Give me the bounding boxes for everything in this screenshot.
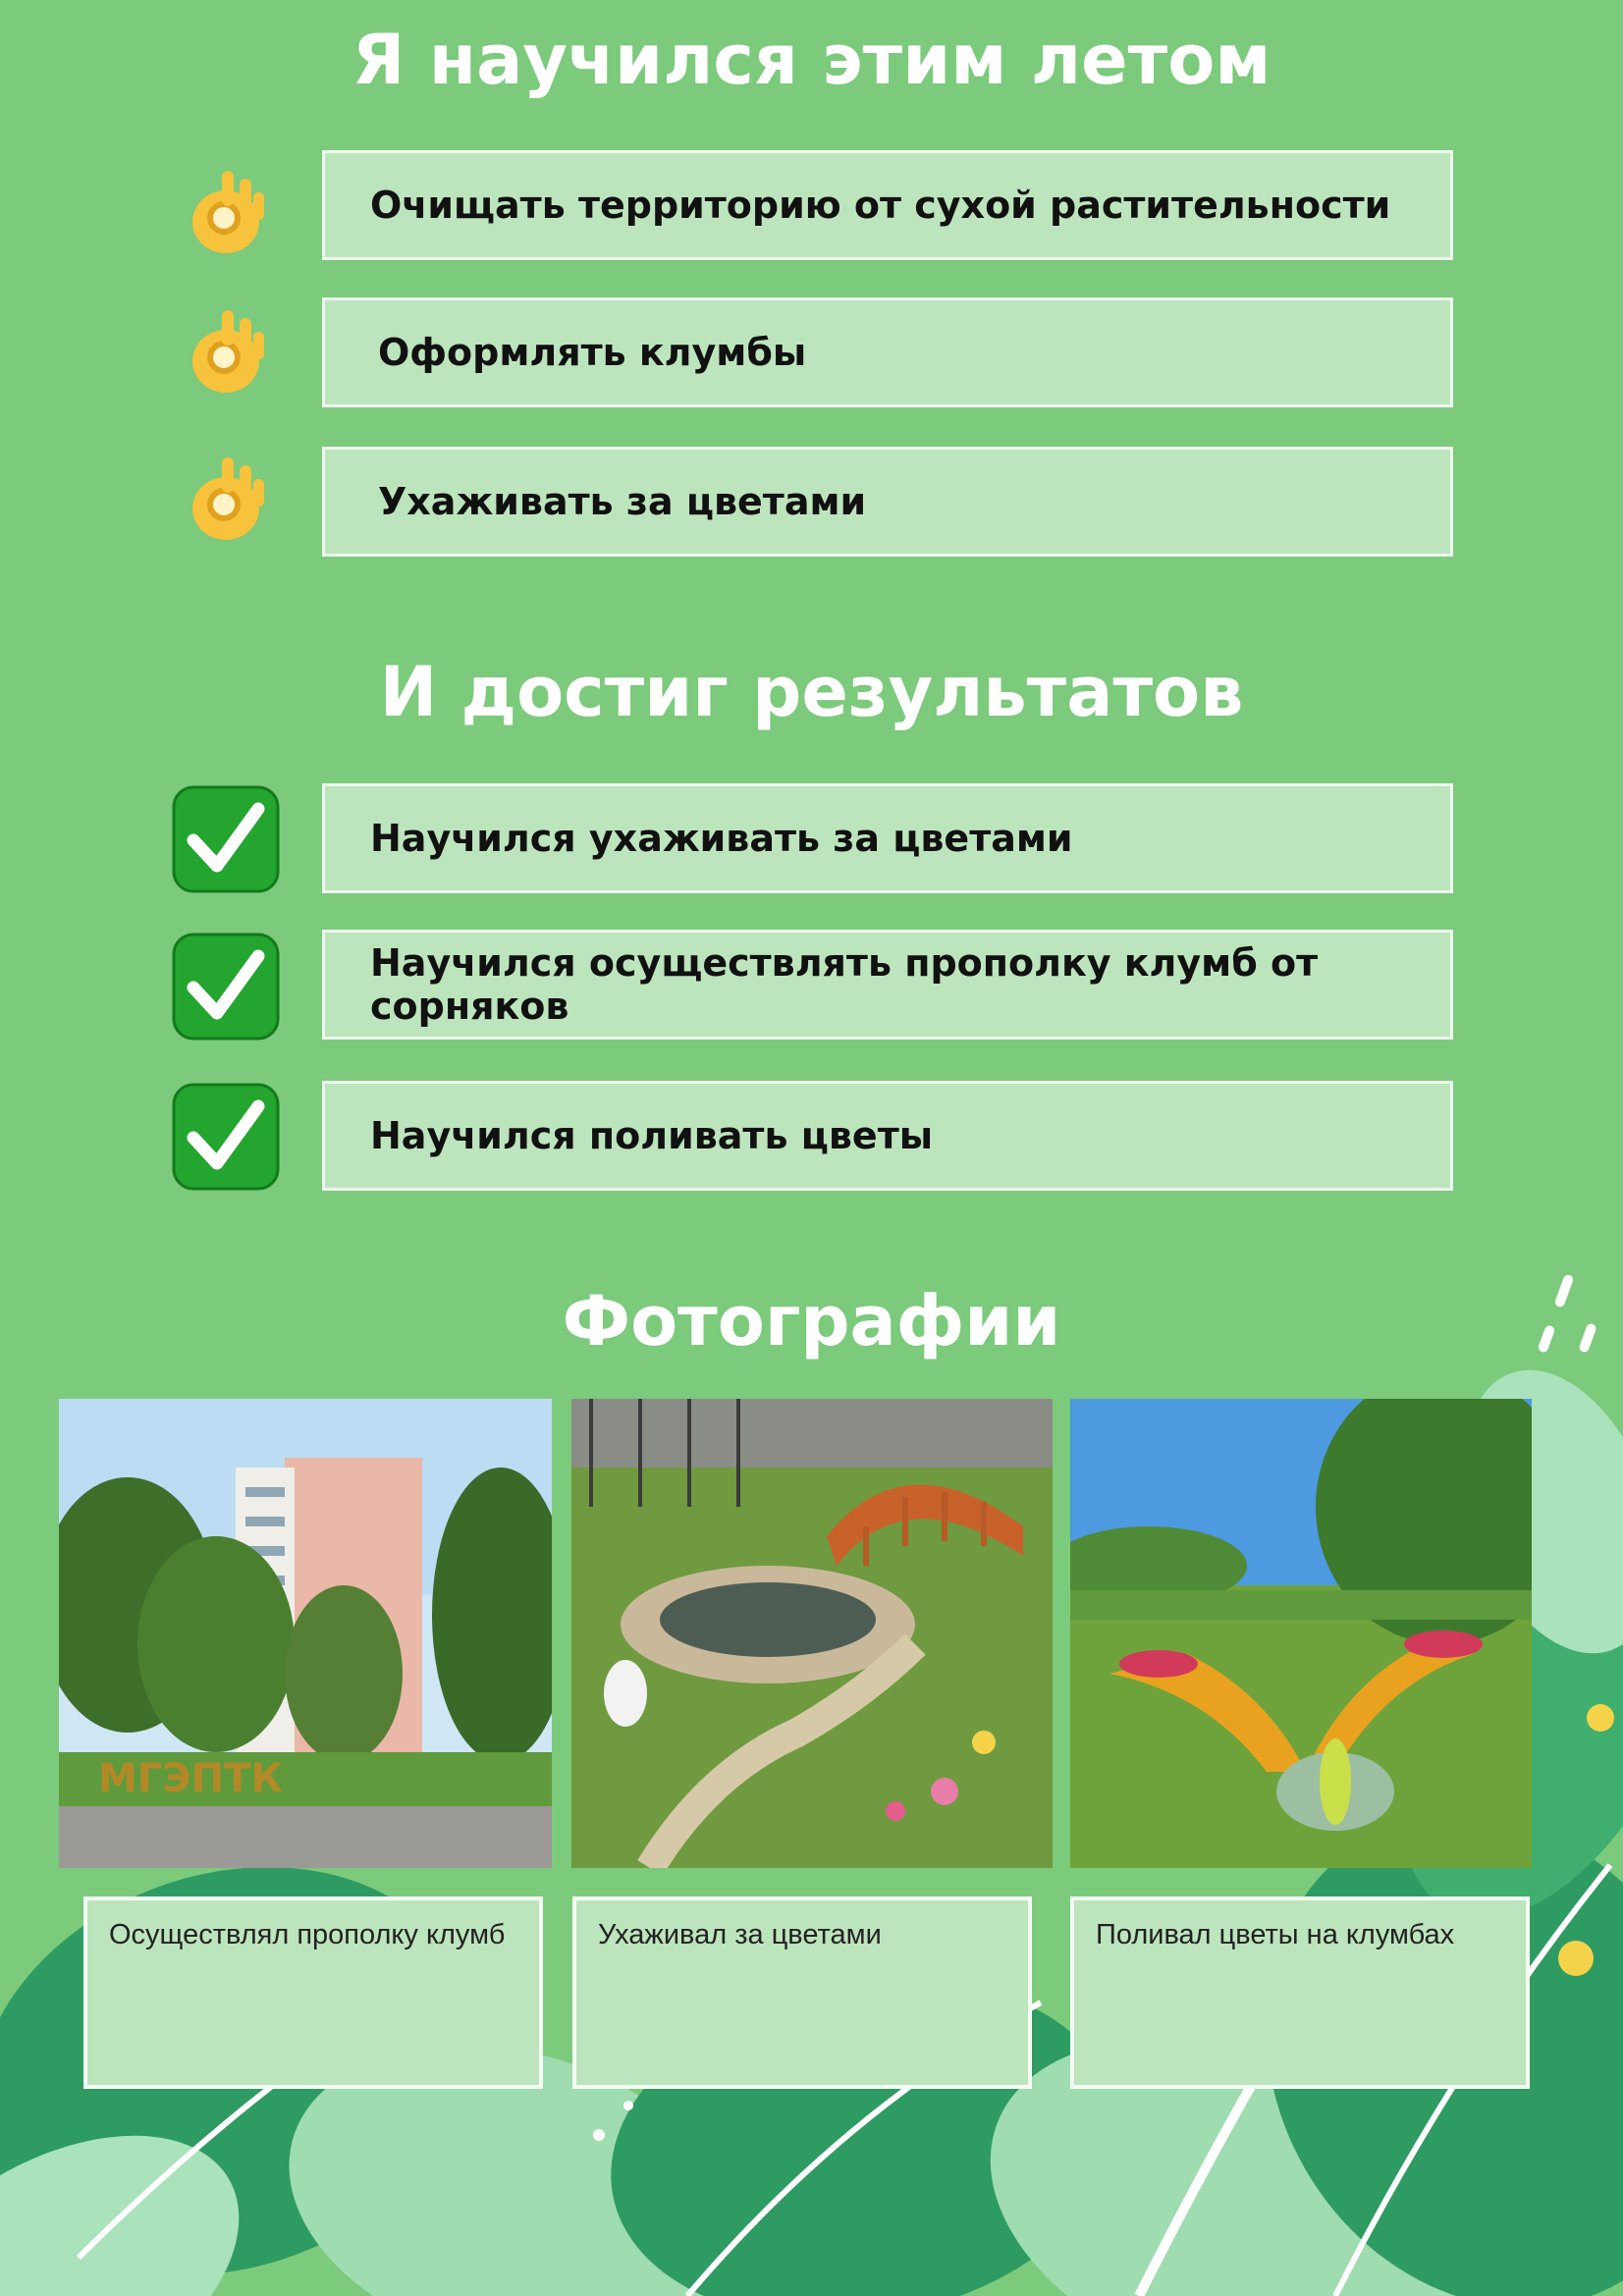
ok-hand-icon [179, 165, 273, 263]
learned-item [322, 150, 1453, 260]
learned-item-text: Оформлять клумбы [378, 331, 807, 374]
photo-caption-text: Ухаживал за цветами [598, 1919, 882, 1950]
ok-hand-icon [179, 452, 273, 550]
photos-title: Фотографии [562, 1281, 1061, 1362]
learned-item-text: Ухаживать за цветами [378, 480, 867, 523]
photo-caption [572, 1896, 1032, 2089]
results-item [322, 1081, 1453, 1191]
learned-item [322, 447, 1453, 557]
results-item-text: Научился ухаживать за цветами [370, 817, 1073, 860]
learned-title: Я научился этим летом [352, 20, 1271, 100]
photo-caption [83, 1896, 543, 2089]
photo-caption [1070, 1896, 1530, 2089]
results-item [322, 930, 1453, 1040]
learned-item [322, 297, 1453, 407]
photo-building [59, 1399, 552, 1868]
check-mark-icon [172, 785, 280, 897]
photo-caption-text: Поливал цветы на клумбах [1096, 1919, 1455, 1950]
results-item-text: Научился поливать цветы [370, 1114, 934, 1157]
learned-item-text: Очищать территорию от сухой растительности [370, 184, 1391, 227]
photo-caption-text: Осуществлял прополку клумб [109, 1919, 506, 1950]
results-title: И достиг результатов [379, 652, 1244, 732]
check-mark-icon [172, 933, 280, 1044]
ok-hand-icon [179, 304, 273, 402]
svg-text:MГЭПТК: MГЭПТК [98, 1756, 284, 1801]
results-item [322, 783, 1453, 893]
photo-flowerbed [1070, 1399, 1532, 1868]
photo-garden-pond [571, 1399, 1053, 1868]
check-mark-icon [172, 1083, 280, 1195]
results-item-text: Научился осуществлять прополку клумб от сорняков [370, 941, 1319, 1028]
